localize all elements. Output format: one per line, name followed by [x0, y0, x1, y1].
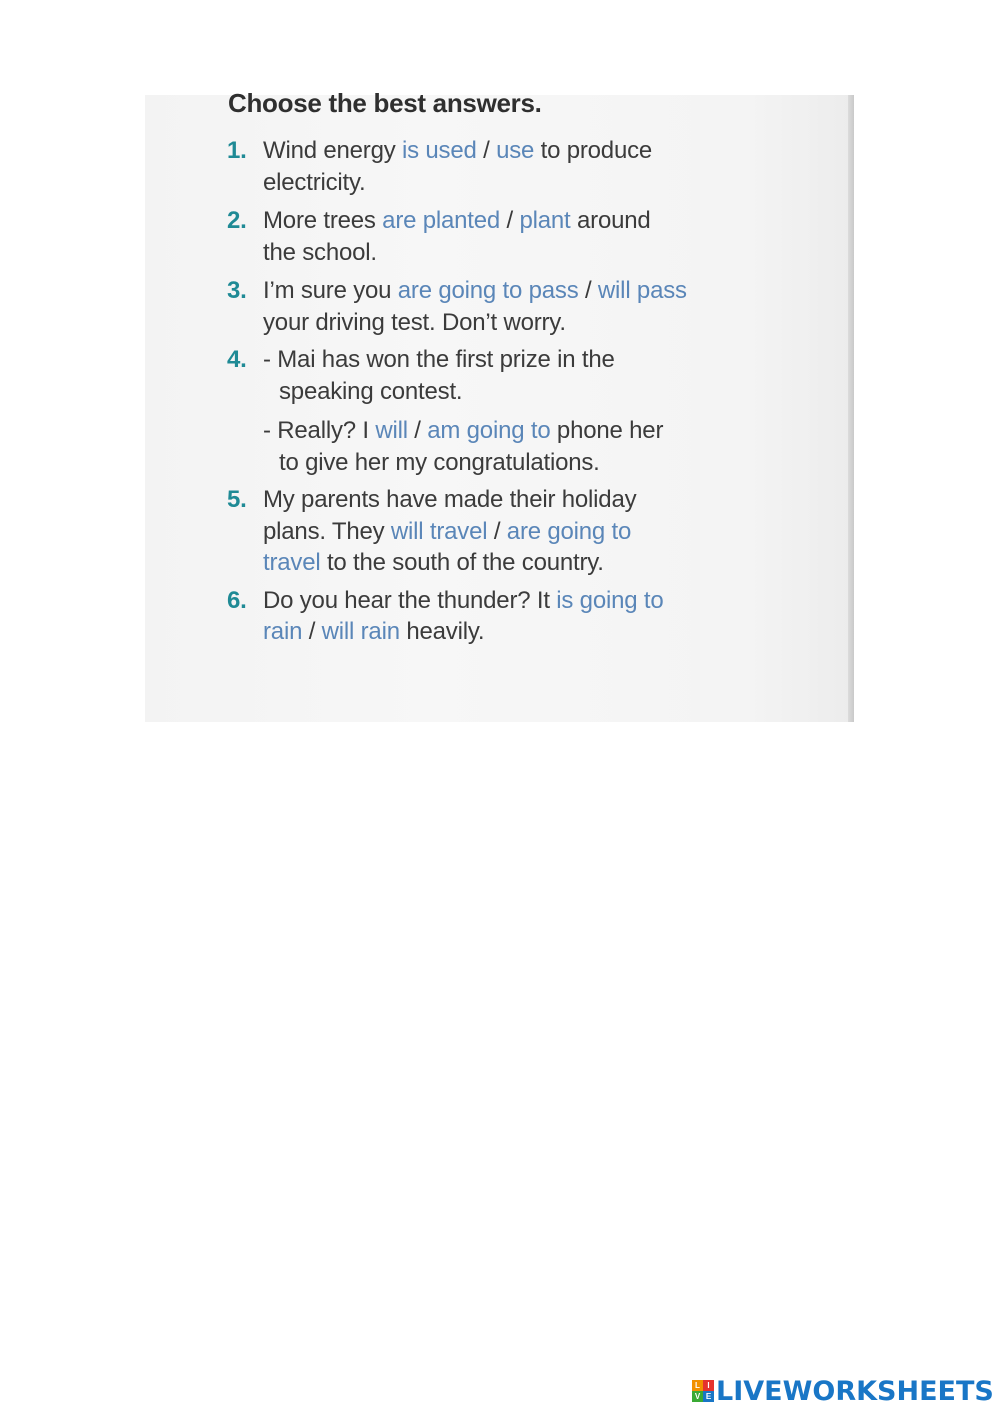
answer-option[interactable]: will travel: [390, 518, 488, 545]
item-text: Wind energy: [263, 137, 402, 164]
item-text: to the south of the country.: [320, 549, 604, 576]
item-line: [263, 517, 631, 547]
answer-option[interactable]: plant: [519, 207, 571, 234]
item-text: around: [570, 207, 651, 234]
item-line: [263, 168, 366, 198]
item-text: /: [487, 518, 507, 545]
answer-option[interactable]: are planted: [382, 207, 501, 234]
item-text: speaking contest.: [279, 378, 463, 405]
item-text: to give her my congratulations.: [279, 449, 600, 476]
item-line: [279, 377, 462, 407]
item-line: [263, 308, 566, 338]
item-text: electricity.: [263, 169, 366, 196]
answer-option[interactable]: use: [496, 137, 535, 164]
item-number: 4.: [227, 346, 247, 373]
answer-option[interactable]: will pass: [597, 277, 687, 304]
answer-option[interactable]: am going to: [427, 417, 551, 444]
scanned-exercise-image: [145, 95, 853, 722]
answer-option[interactable]: are going to: [506, 518, 632, 545]
item-line: [263, 485, 636, 515]
item-line: [263, 345, 615, 375]
item-text: /: [302, 618, 322, 645]
item-line: [263, 617, 484, 647]
item-text: - Really? I: [263, 417, 376, 444]
item-text: - Mai has won the first prize in the: [263, 346, 615, 373]
logo-mark-letter: V: [692, 1391, 703, 1402]
item-line: [263, 548, 604, 578]
liveworksheets-logo: [692, 1374, 994, 1408]
item-line: [263, 586, 663, 616]
item-text: I’m sure you: [263, 277, 398, 304]
item-number: 2.: [227, 207, 247, 234]
item-text: More trees: [263, 207, 383, 234]
item-text: your driving test. Don’t worry.: [263, 309, 566, 336]
item-text: Do you hear the thunder? It: [263, 587, 557, 614]
item-text: the school.: [263, 239, 377, 266]
logo-mark-icon: [692, 1380, 714, 1402]
item-line: [263, 416, 663, 446]
scan-page-edge: [848, 95, 854, 722]
item-text: /: [578, 277, 598, 304]
answer-option[interactable]: will: [375, 417, 408, 444]
answer-option[interactable]: is going to: [556, 587, 664, 614]
item-text: /: [407, 417, 428, 444]
item-number: 3.: [227, 277, 247, 304]
item-text: to produce: [534, 137, 653, 164]
item-line: [263, 206, 651, 236]
logo-mark-letter: I: [703, 1380, 714, 1391]
logo-text: LIVEWORKSHEETS: [716, 1375, 994, 1407]
item-number: 5.: [227, 486, 247, 513]
item-text: heavily.: [399, 618, 485, 645]
item-line: [263, 276, 687, 306]
item-text: /: [476, 137, 497, 164]
item-number: 6.: [227, 587, 247, 614]
answer-option[interactable]: is used: [402, 137, 477, 164]
logo-mark-letter: E: [703, 1391, 714, 1402]
answer-option[interactable]: travel: [263, 549, 321, 576]
item-line: [263, 136, 652, 166]
item-text: phone her: [550, 417, 664, 444]
item-text: plans. They: [263, 518, 391, 545]
exercise-title: Choose the best answers.: [228, 88, 542, 118]
item-text: My parents have made their holiday: [263, 486, 637, 513]
item-text: /: [500, 207, 520, 234]
item-line: [279, 448, 600, 478]
item-line: [263, 238, 377, 268]
logo-mark-letter: L: [692, 1380, 703, 1391]
answer-option[interactable]: rain: [263, 618, 303, 645]
answer-option[interactable]: will rain: [321, 618, 400, 645]
answer-option[interactable]: are going to pass: [397, 277, 579, 304]
item-number: 1.: [227, 137, 247, 164]
